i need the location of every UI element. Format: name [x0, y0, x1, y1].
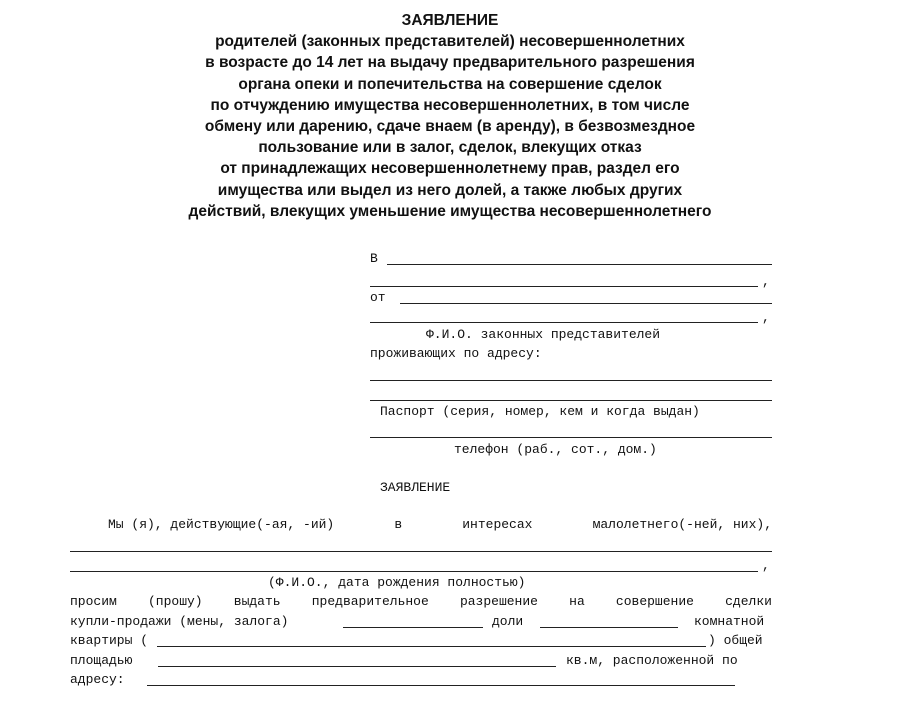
body-heading: ЗАЯВЛЕНИЕ: [380, 480, 451, 495]
apartment-field-line[interactable]: [157, 646, 706, 647]
area-suffix: кв.м, расположенной по: [566, 653, 738, 668]
request-word: сделки: [725, 594, 772, 609]
request-word: совершение: [615, 594, 694, 609]
passport-caption: Паспорт (серия, номер, кем и когда выдан): [380, 404, 700, 419]
share-field-line[interactable]: [540, 627, 678, 628]
phone-caption: телефон (раб., сот., дом.): [454, 442, 657, 457]
total-word: ) общей: [708, 633, 763, 648]
request-word: разрешение: [459, 594, 538, 609]
address-prefix: адресу:: [70, 672, 125, 687]
child-caption: (Ф.И.О., дата рождения полностью): [268, 575, 526, 590]
child-field-line[interactable]: [70, 551, 772, 552]
share-word: доли: [492, 614, 524, 629]
intro-word: малолетнего(-ней, них),: [592, 517, 772, 532]
intro-line: [108, 517, 772, 533]
document-header: [0, 10, 900, 222]
to-field-line-2[interactable]: [370, 286, 758, 287]
request-word: выдать: [233, 594, 281, 609]
intro-word: в: [394, 517, 403, 532]
request-line: [70, 594, 772, 610]
apartment-address-field-line[interactable]: [147, 685, 735, 686]
subtitle-line: обмену или дарению, сдаче внаем (в аренду), в безвозмездное: [204, 118, 696, 136]
intro-word: Мы (я), действующие(-ая, -ий): [108, 517, 335, 532]
subtitle-line: по отчуждению имущества несовершеннолетних, в том числе: [210, 96, 690, 114]
child-comma: ,: [762, 558, 770, 573]
to-comma: ,: [762, 274, 770, 289]
request-word: на: [569, 594, 585, 609]
subtitle-line: органа опеки и попечительства на совершение сделок: [238, 75, 662, 93]
apartment-prefix: квартиры (: [70, 633, 149, 648]
subtitle-line: родителей (законных представителей) несовершеннолетних: [215, 33, 685, 51]
address-field-line-2[interactable]: [370, 400, 772, 401]
document-title: ЗАЯВЛЕНИЕ: [401, 12, 499, 29]
subtitle-line: в возрасте до 14 лет на выдачу предварительного разрешения: [205, 54, 695, 72]
subtitle-line: действий, влекущих уменьшение имущества несовершеннолетнего: [188, 202, 712, 220]
from-comma: ,: [762, 310, 770, 325]
area-prefix: площадью: [70, 653, 133, 668]
residing-label: проживающих по адресу:: [370, 346, 542, 361]
child-field-line-2[interactable]: [70, 571, 758, 572]
subtitle-line: имущества или выдел из него долей, а также любых других: [217, 181, 683, 199]
to-prefix: В: [370, 251, 378, 266]
rooms-word: комнатной: [694, 614, 765, 629]
intro-word: интересах: [462, 517, 533, 532]
from-prefix: от: [370, 290, 386, 305]
request-word: (прошу): [147, 594, 203, 609]
subtitle-line: от принадлежащих несовершеннолетнему прав, раздел его: [220, 160, 680, 178]
to-field-line[interactable]: [387, 264, 772, 265]
request-word: предварительное: [311, 594, 429, 609]
subtitle-line: пользование или в залог, сделок, влекущих отказ: [258, 139, 642, 157]
fio-caption: Ф.И.О. законных представителей: [426, 327, 661, 342]
address-field-line[interactable]: [370, 380, 772, 381]
sale-prefix: купли-продажи (мены, залога): [70, 614, 289, 629]
sale-field-line[interactable]: [343, 627, 483, 628]
area-field-line[interactable]: [158, 666, 556, 667]
phone-field-line[interactable]: [370, 437, 772, 438]
from-field-line-2[interactable]: [370, 322, 758, 323]
from-field-line[interactable]: [400, 303, 772, 304]
request-word: просим: [70, 594, 117, 609]
